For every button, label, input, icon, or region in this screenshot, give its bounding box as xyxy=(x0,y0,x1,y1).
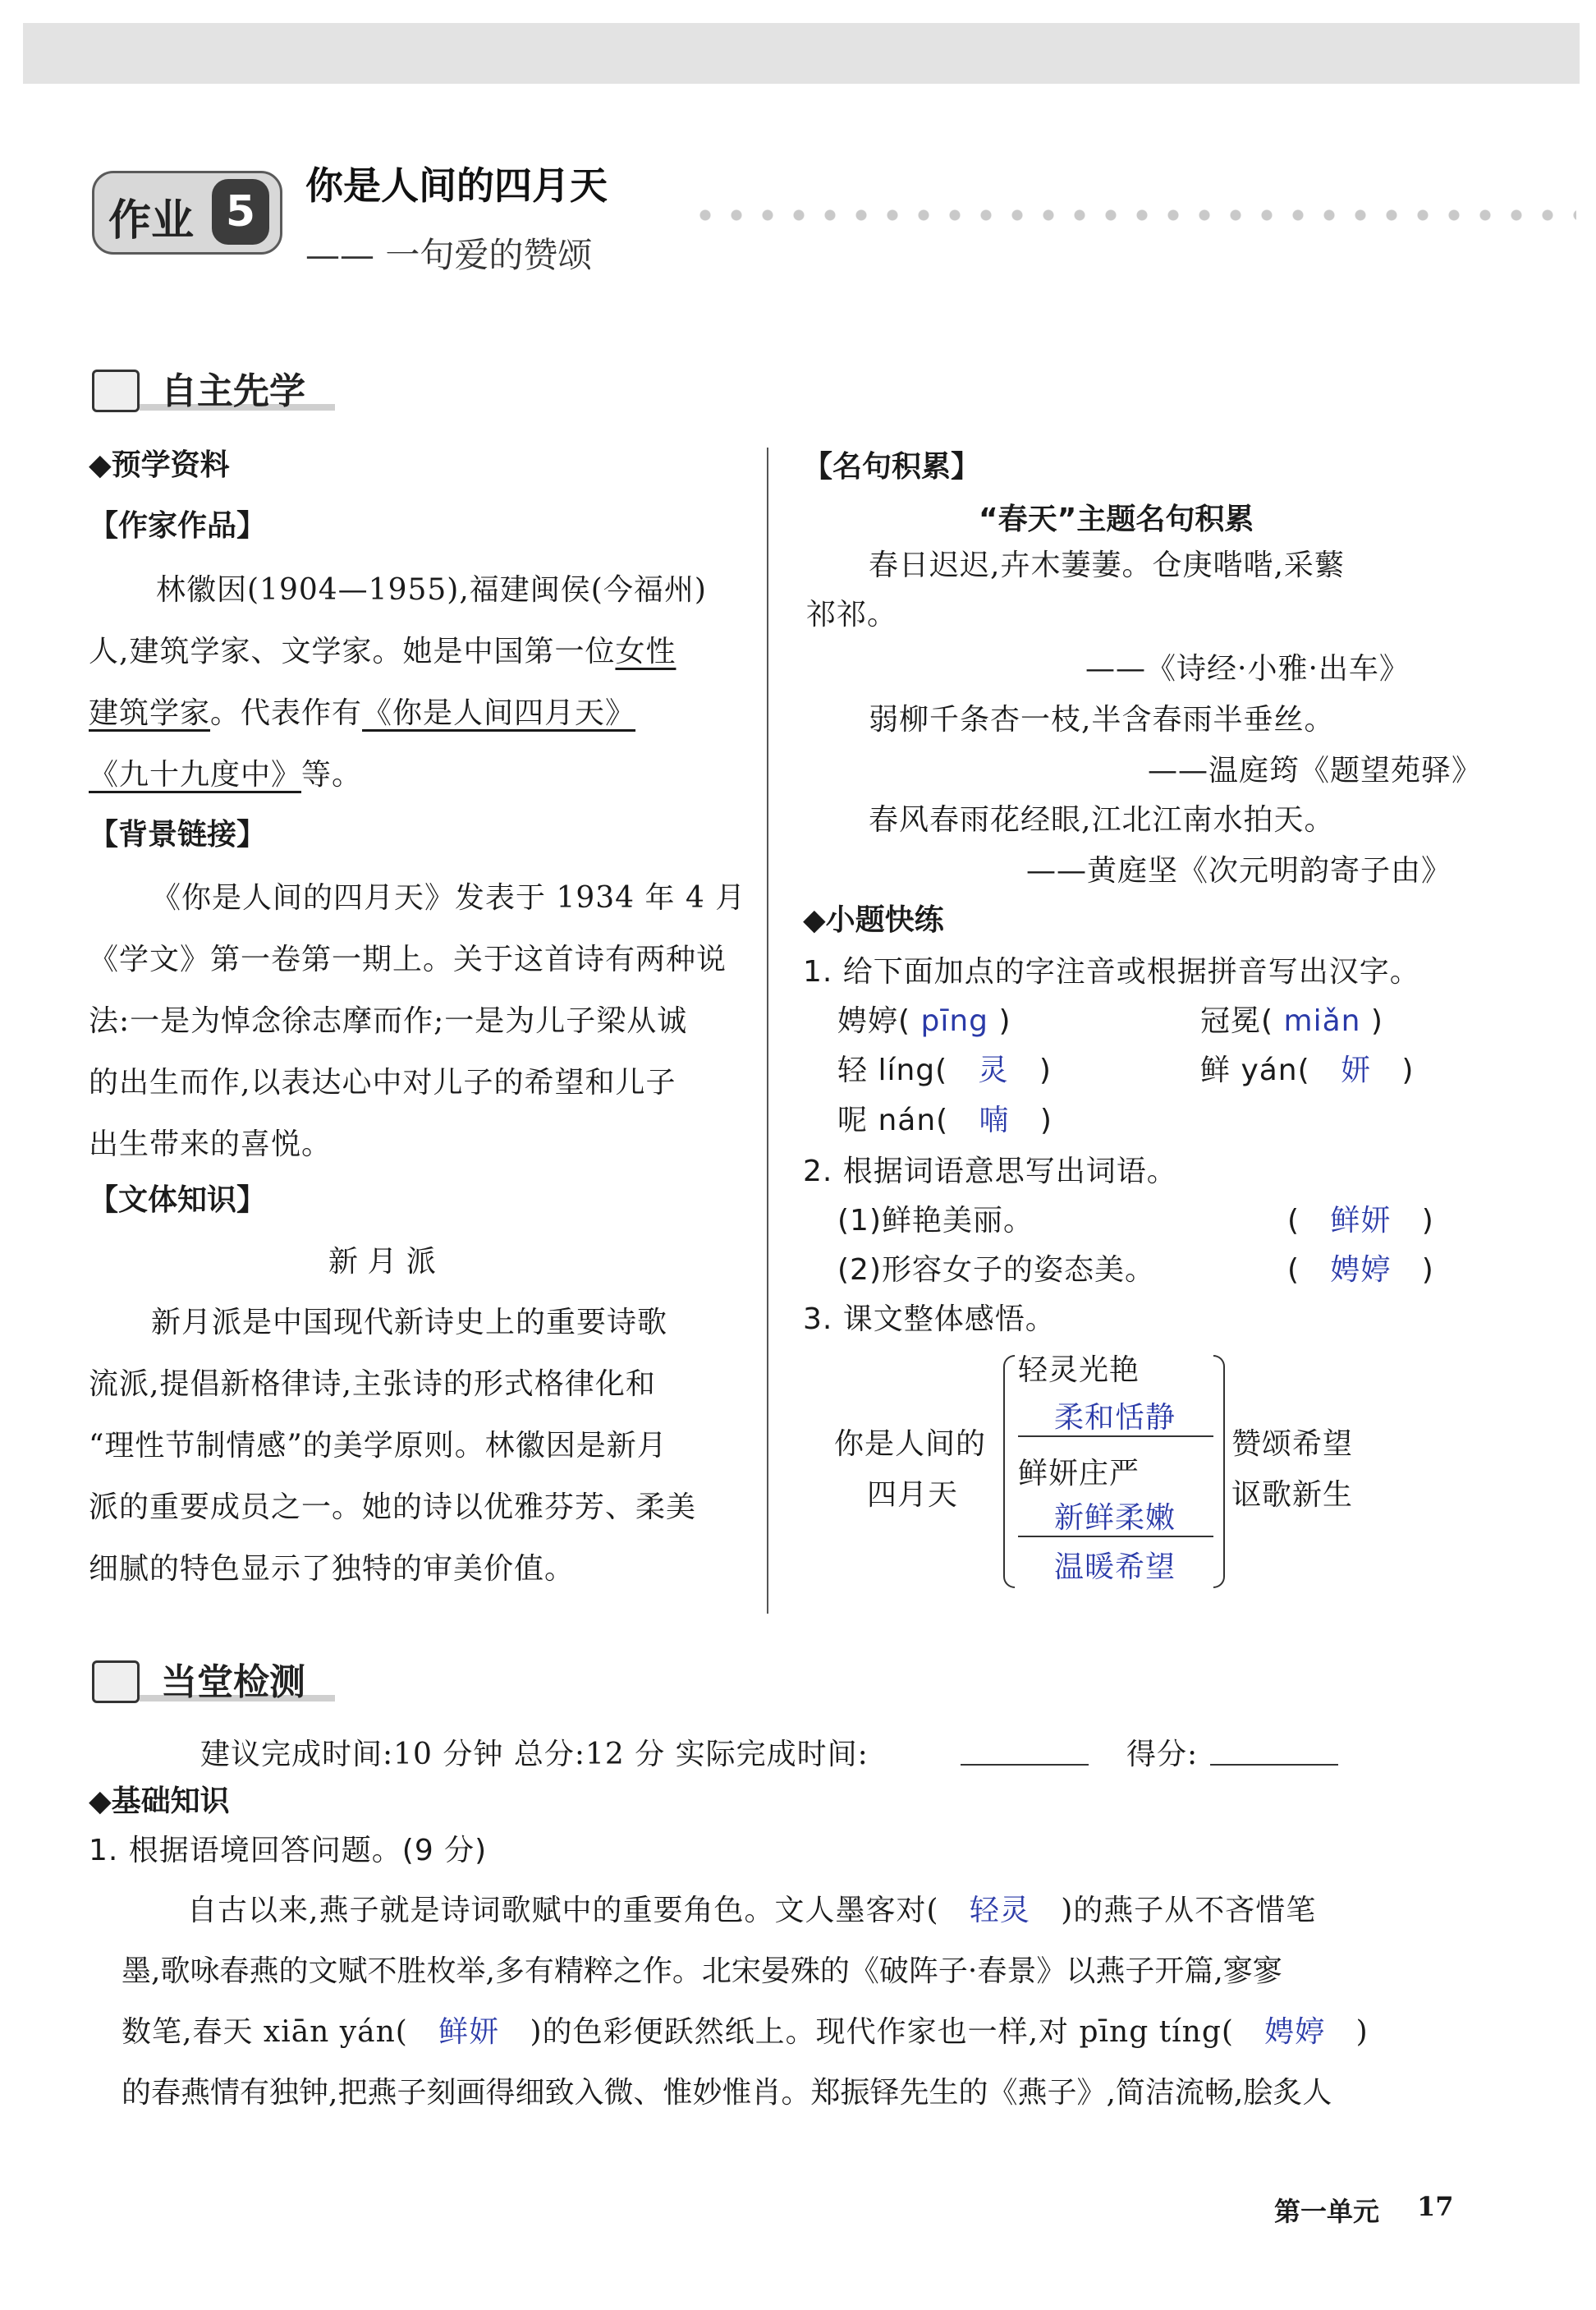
pinyin-item: 呢 nán( 喃 ) xyxy=(837,1104,1053,1137)
underlined-text: 女性 xyxy=(615,635,676,668)
answer-text: 娉婷 xyxy=(1264,2015,1326,2049)
diagram-divider xyxy=(1018,1435,1213,1437)
answer-text: 灵 xyxy=(978,1054,1009,1087)
quotes-label: 【名句积累】 xyxy=(803,450,981,484)
score-label: 得分: xyxy=(1126,1738,1199,1771)
quote-source: ——《诗经·小雅·出车》 xyxy=(1085,652,1410,686)
background-label: 【背景链接】 xyxy=(89,818,267,852)
column-divider xyxy=(767,448,768,1614)
answer-text: 喃 xyxy=(979,1104,1010,1137)
genre-line: “理性节制情感”的美学原则。林徽因是新月 xyxy=(89,1429,667,1463)
genre-line: 新月派是中国现代新诗史上的重要诗歌 xyxy=(151,1306,668,1339)
author-works-line: 建筑学家。代表作有《你是人间四月天》 xyxy=(89,696,636,730)
author-works-label: 【作家作品】 xyxy=(89,509,267,543)
answer-text: 妍 xyxy=(1341,1054,1372,1087)
pinyin-item: 娉婷( pīng ) xyxy=(837,1004,1011,1038)
answer-text: 轻灵 xyxy=(969,1894,1030,1927)
book-icon xyxy=(92,370,140,412)
passage-line: 自古以来,燕子就是诗词歌赋中的重要角色。文人墨客对( 轻灵 )的燕子从不吝惜笔 xyxy=(187,1894,1317,1927)
diagram-answer: 柔和恬静 xyxy=(1054,1401,1176,1435)
underlined-work: 《你是人间四月天》 xyxy=(362,696,636,730)
badge-label: 作业 xyxy=(108,196,195,246)
pinyin-item: 鲜 yán( 妍 ) xyxy=(1200,1054,1415,1087)
diagram-root: 你是人间的 xyxy=(834,1427,987,1461)
underlined-text: 建筑学家 xyxy=(89,696,211,730)
quote-line: 祁祁。 xyxy=(806,598,898,631)
time-info: 建议完成时间:10 分钟 总分:12 分 实际完成时间: xyxy=(200,1738,869,1771)
question-1: 1. 给下面加点的字注音或根据拼音写出汉字。 xyxy=(803,955,1420,989)
q2-answer-box: ( 娉婷 ) xyxy=(1287,1253,1434,1287)
quote-source: ——温庭筠《题望苑驿》 xyxy=(1148,754,1483,788)
basic-heading: ◆基础知识 xyxy=(89,1784,230,1818)
author-works-line: 《九十九度中》等。 xyxy=(89,758,363,792)
background-line: 法:一是为悼念徐志摩而作;一是为儿子梁从诚 xyxy=(89,1004,688,1038)
quote-line: 春日迟迟,卉木萋萋。仓庚喈喈,采蘩 xyxy=(869,549,1345,582)
quick-practice-heading: ◆小题快练 xyxy=(803,903,944,937)
genre-line: 细腻的特色显示了独特的审美价值。 xyxy=(89,1552,576,1586)
diagram-brace-right xyxy=(1213,1355,1225,1588)
quote-line: 弱柳千条杏一枝,半含春雨半垂丝。 xyxy=(869,703,1335,737)
genre-line: 派的重要成员之一。她的诗以优雅芬芳、柔美 xyxy=(89,1490,697,1524)
pinyin-item: 冠冕( miǎn ) xyxy=(1200,1004,1383,1038)
answer-text: 鲜妍 xyxy=(1330,1204,1392,1238)
underlined-work: 《九十九度中》 xyxy=(89,758,302,792)
prestudy-heading: ◆预学资料 xyxy=(89,448,230,482)
diagram-node: 鲜妍庄严 xyxy=(1018,1457,1140,1490)
answer-text: pīng xyxy=(920,1004,989,1038)
q2-answer-box: ( 鲜妍 ) xyxy=(1287,1204,1434,1238)
diagram-node: 轻灵光艳 xyxy=(1018,1353,1140,1387)
diagram-answer: 新鲜柔嫩 xyxy=(1054,1501,1176,1535)
background-line: 出生带来的喜悦。 xyxy=(89,1127,332,1161)
passage-line: 的春燕情有独钟,把燕子刻画得细致入微、惟妙惟肖。郑振铎先生的《燕子》,简洁流畅,脍炙人 xyxy=(122,2076,1332,2110)
diagram-root: 四月天 xyxy=(867,1478,959,1512)
answer-text: 鲜妍 xyxy=(438,2015,500,2049)
diagram-brace-left xyxy=(1003,1355,1015,1588)
author-works-line: 林徽因(1904—1955),福建闽侯(今福州) xyxy=(156,573,707,607)
diagram-answer: 温暖希望 xyxy=(1054,1550,1176,1584)
author-works-line: 人,建筑学家、文学家。她是中国第一位女性 xyxy=(89,635,676,668)
diagram-result: 讴歌新生 xyxy=(1231,1478,1354,1512)
question-3: 3. 课文整体感悟。 xyxy=(803,1302,1056,1336)
passage-line: 数笔,春天 xiān yán( 鲜妍 )的色彩便跃然纸上。现代作家也一样,对 pīng tíng( 娉婷 ) xyxy=(122,2015,1369,2049)
score-blank[interactable] xyxy=(1210,1764,1338,1766)
pinyin-item: 轻 líng( 灵 ) xyxy=(837,1054,1052,1087)
quote-line: 春风春雨花经眼,江北江南水拍天。 xyxy=(869,803,1335,837)
header-dot-line xyxy=(690,209,1576,221)
basic-question-1: 1. 根据语境回答问题。(9 分) xyxy=(89,1834,488,1867)
footer-unit: 第一单元 xyxy=(1274,2196,1380,2227)
quote-source: ——黄庭坚《次元明韵寄子由》 xyxy=(1026,854,1452,888)
background-line: 的出生而作,以表达心中对儿子的希望和儿子 xyxy=(89,1066,676,1100)
quotes-title: “春天”主题名句积累 xyxy=(979,503,1254,536)
q2-item-2: (2)形容女子的姿态美。 xyxy=(837,1253,1155,1287)
background-line: 《学文》第一卷第一期上。关于这首诗有两种说 xyxy=(89,943,727,976)
section-title-class-test: 当堂检测 xyxy=(161,1661,305,1703)
badge-number: 5 xyxy=(212,179,269,245)
lesson-title: 你是人间的四月天 xyxy=(305,163,608,208)
top-scan-strip xyxy=(23,23,1580,84)
answer-text: 娉婷 xyxy=(1330,1253,1392,1287)
passage-line: 墨,歌咏春燕的文赋不胜枚举,多有精粹之作。北宋晏殊的《破阵子·春景》以燕子开篇,寥寥 xyxy=(122,1954,1282,1988)
diagram-result: 赞颂希望 xyxy=(1231,1427,1354,1461)
background-line: 《你是人间的四月天》发表于 1934 年 4 月 xyxy=(151,881,746,915)
lesson-subtitle: —— 一句爱的赞颂 xyxy=(305,235,593,275)
answer-text: miǎn xyxy=(1283,1004,1361,1038)
genre-label: 【文体知识】 xyxy=(89,1183,267,1217)
actual-time-blank[interactable] xyxy=(961,1764,1089,1766)
page-number: 17 xyxy=(1417,2191,1454,2222)
question-2: 2. 根据词语意思写出词语。 xyxy=(803,1155,1177,1188)
genre-line: 流派,提倡新格律诗,主张诗的形式格律化和 xyxy=(89,1367,656,1401)
section-title-self-study: 自主先学 xyxy=(161,370,305,412)
genre-title: 新 月 派 xyxy=(328,1245,436,1279)
diagram-divider xyxy=(1018,1536,1213,1537)
q2-item-1: (1)鲜艳美丽。 xyxy=(837,1204,1034,1238)
open-book-icon xyxy=(92,1660,140,1703)
